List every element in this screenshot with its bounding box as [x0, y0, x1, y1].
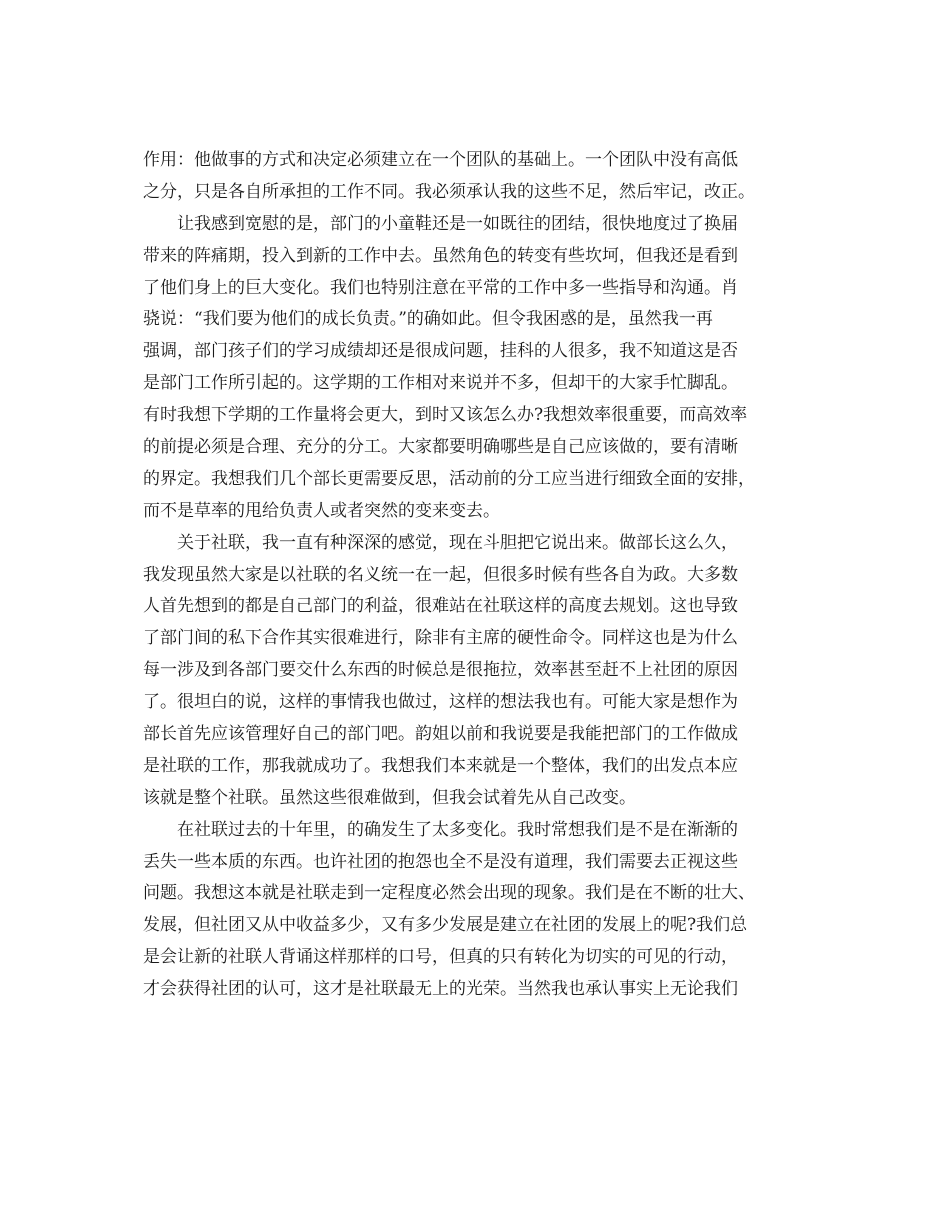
text-line: 该就是整个社联。虽然这些很难做到，但我会试着先从自己改变。 [143, 787, 636, 808]
text-line: 发展，但社团又从中收益多少，又有多少发展是建立在社团的发展上的呢?我们总 [143, 915, 748, 936]
text-line: 每一涉及到各部门要交什么东西的时候总是很拖拉，效率甚至赶不上社团的原因 [143, 660, 738, 681]
text-line: 的界定。我想我们几个部长更需要反思，活动前的分工应当进行细致全面的安排， [143, 468, 755, 489]
text-line: 了部门间的私下合作其实很难进行，除非有主席的硬性命令。同样这也是为什么 [143, 628, 738, 649]
text-line: 之分，只是各自所承担的工作不同。我必须承认我的这些不足，然后牢记，改正。 [143, 181, 755, 202]
paragraph-2 [143, 209, 807, 528]
text-line: 了。很坦白的说，这样的事情我也做过，这样的想法我也有。可能大家是想作为 [143, 692, 738, 713]
text-line: 在社联过去的十年里，的确发生了太多变化。我时常想我们是不是在渐渐的 [177, 819, 738, 840]
text-line: 问题。我想这本就是社联走到一定程度必然会出现的现象。我们是在不断的壮大、 [143, 883, 755, 904]
text-line: 才会获得社团的认可，这才是社联最无上的光荣。当然我也承认事实上无论我们 [143, 979, 738, 1000]
text-line: 让我感到宽慰的是，部门的小童鞋还是一如既往的团结，很快地度过了换届 [177, 213, 738, 234]
text-line: 是会让新的社联人背诵这样那样的口号，但真的只有转化为切实的可见的行动， [143, 947, 738, 968]
document-body [143, 145, 807, 1006]
text-line: 骁说：“我们要为他们的成长负责。”的确如此。但令我困惑的是，虽然我一再 [143, 309, 713, 330]
paragraph-3 [143, 528, 807, 815]
text-line: 带来的阵痛期，投入到新的工作中去。虽然角色的转变有些坎坷，但我还是看到 [143, 245, 738, 266]
text-line: 的前提必须是合理、充分的分工。大家都要明确哪些是自己应该做的，要有清晰 [143, 437, 738, 458]
text-line: 是社联的工作，那我就成功了。我想我们本来就是一个整体，我们的出发点本应 [143, 755, 738, 776]
text-line: 我发现虽然大家是以社联的名义统一在一起，但很多时候有些各自为政。大多数 [143, 564, 738, 585]
text-line: 强调，部门孩子们的学习成绩却还是很成问题，挂科的人很多，我不知道这是否 [143, 341, 738, 362]
text-line: 作用：他做事的方式和决定必须建立在一个团队的基础上。一个团队中没有高低 [143, 150, 738, 170]
paragraph-4 [143, 815, 807, 1006]
text-line: 关于社联，我一直有种深深的感觉，现在斗胆把它说出来。做部长这么久， [177, 532, 738, 553]
text-line: 了他们身上的巨大变化。我们也特别注意在平常的工作中多一些指导和沟通。肖 [143, 277, 738, 298]
text-line: 丢失一些本质的东西。也许社团的抱怨也全不是没有道理，我们需要去正视这些 [143, 851, 738, 872]
text-line: 人首先想到的都是自己部门的利益，很难站在社联这样的高度去规划。这也导致 [143, 596, 738, 617]
text-line: 是部门工作所引起的。这学期的工作相对来说并不多，但却干的大家手忙脚乱。 [143, 373, 738, 394]
paragraph-1 [143, 145, 807, 209]
text-line: 部长首先应该管理好自己的部门吧。韵姐以前和我说要是我能把部门的工作做成 [143, 724, 738, 745]
text-line: 有时我想下学期的工作量将会更大，到时又该怎么办?我想效率很重要，而高效率 [143, 405, 748, 426]
text-line: 而不是草率的甩给负责人或者突然的变来变去。 [143, 500, 500, 521]
